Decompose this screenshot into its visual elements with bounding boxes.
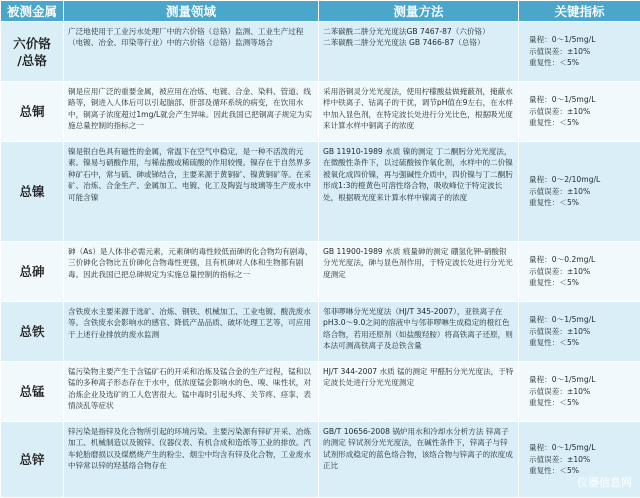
indicator-line: 示值误差：±10%: [529, 46, 636, 57]
indicator-line: 量程：0～0.2mg/L: [529, 254, 636, 265]
header-row: [1, 1, 640, 22]
measurement-method: HJ/T 344-2007 水质 锰的测定 甲醛肟分光光度法，于特定波长处进行分光光度测定: [319, 362, 519, 422]
metal-name: 总铜: [1, 82, 64, 142]
measurement-field: 锌污染是指锌及化合物所引起的环境污染。主要污染源有锌矿开采、冶炼加工、机械制造以及镀锌、仪器仪表、有机合成和造纸等工业的排放。汽车轮胎磨损以及煤燃烧产生的粉尘、烟尘中均含有锌及化合物，工业废水中锌常以锌的羟基络合物存在: [64, 422, 319, 498]
measurement-field: 广泛地使用于工业污水处理厂中的六价铬（总铬）监测、工业生产过程（电镀、冶金、印染等行业）中的六价铬（总铬）监测等场合: [64, 22, 319, 82]
header-field: 测量领域: [64, 1, 319, 22]
key-indicators: [519, 302, 640, 362]
measurement-method: 采用浴铜灵分光光度法，使用柠檬酸盐做掩蔽剂，掩蔽水样中铁离子、钴离子的干扰，调节pH值在9左右，在水样中加入显色剂，在特定波长处进行分光比色，根据吸光度来计算水样中铜离子的浓度: [319, 82, 519, 142]
measurement-method: GB 11900-1989 水质 痕量砷的测定 硼氢化钾-硝酸银分光光度法，砷与显色剂作用，于特定波长处进行分光光度测定: [319, 242, 519, 302]
table-row: [1, 362, 640, 422]
metal-name: 六价铬 /总铬: [1, 22, 64, 82]
header-metal: 被测金属: [1, 1, 64, 22]
indicator-line: 量程：0～1/5mg/L: [529, 94, 636, 105]
table-row: [1, 422, 640, 498]
indicator-line: 量程：0～1/5mg/L: [529, 314, 636, 325]
indicator-line: 重复性：＜5%: [529, 57, 636, 68]
indicator-line: 重复性：＜5%: [529, 197, 636, 208]
table-row: [1, 302, 640, 362]
table-row: [1, 142, 640, 242]
indicator-line: 示值误差：±10%: [529, 266, 636, 277]
measurement-method: GB/T 10656-2008 锅炉用水和冷却水分析方法 锌离子的测定 锌试剂分光光度法，在碱性条件下，锌离子与锌试剂形成稳定的蓝色络合物，该络合物与锌离子的浓度成正比: [319, 422, 519, 498]
measurement-method: GB 11910-1989 水质 镍的测定 丁二酮肟分光光度法，在微酸性条件下，以过硫酸铵作氧化剂，水样中的二价镍被氧化成四价镍，再与强碱性介质中，四价镍与丁二酮肟形成1:3的橙黄色可溶性络合物，吸收峰位于特定波长处，根据吸光度来计算水样中镍离子的浓度: [319, 142, 519, 242]
indicator-line: 量程：0～1/5mg/L: [529, 442, 636, 453]
metal-name: 总铁: [1, 302, 64, 362]
header-method: 测量方法: [319, 1, 519, 22]
indicator-line: 重复性：＜5%: [529, 277, 636, 288]
measurement-method: 二苯碳酰二肼分光光度法GB 7467-87（六价铬） 二苯碳酰二肼分光光度法 GB 7466-87（总铬）: [319, 22, 519, 82]
indicator-line: 重复性：＜5%: [529, 397, 636, 408]
indicator-line: 量程：0～2/10mg/L: [529, 174, 636, 185]
measurement-field: 铜是应用广泛的重要金属，被应用在冶炼、电镀、合金、染料、管道、线路等，铜进入人体后可以引起脑部、肝部及循环系统的病变，在饮用水中，铜离子浓度超过1mg/L就会产生异味。因此我国已把铜离子规定为实施总量控制的指标之一: [64, 82, 319, 142]
measurement-field: 含铁废水主要来源于选矿、冶炼、钢铁、机械加工、工业电镀、酸洗废水等。含铁废水会影响水的感官、降低产品品质、破坏处理工艺等，可应用于上述行业排放的废水监测: [64, 302, 319, 362]
indicator-line: 示值误差：±10%: [529, 106, 636, 117]
table-row: [1, 82, 640, 142]
indicator-line: 量程：0～1/5mg/L: [529, 374, 636, 385]
indicator-line: 重复性：＜5%: [529, 465, 636, 476]
metal-name: 总锌: [1, 422, 64, 498]
measurement-method: 邻菲啰啉分光光度法（HJ/T 345-2007），亚铁离子在pH3.0～9.0之间的溶液中与邻菲啰啉生成稳定的橙红色络合物，若用还原剂（如盐酸羟胺）将高铁离子还原，则本法可测高铁离子及总铁含量: [319, 302, 519, 362]
table-row: [1, 242, 640, 302]
header-kpi: 关键指标: [519, 1, 640, 22]
indicator-line: 示值误差：±10%: [529, 186, 636, 197]
watermark-text: 仪器信息网: [577, 474, 632, 490]
table-row: [1, 22, 640, 82]
key-indicators: [519, 142, 640, 242]
measurement-field: 锰污染物主要产生于含锰矿石的开采和冶炼及锰合金的生产过程，锰和以锰的多种离子形态存在于水中，低浓度锰会影响水的色、嗅、味性状，对冶炼企业及选矿的工人危害很大。锰中毒时引起头疼、关节疼、痉挛、表情淡乱等症状: [64, 362, 319, 422]
metal-name: 总锰: [1, 362, 64, 422]
indicator-line: 量程：0～1/5mg/L: [529, 34, 636, 45]
key-indicators: [519, 82, 640, 142]
measurement-field: 砷（As）是人体非必需元素，元素砷的毒性较低而砷的化合物均有剧毒，三价砷化合物比五价砷化合物毒性更强，且有机砷对人体和生物都有剧毒。因此我国已把总砷规定为实施总量控制的指标之一: [64, 242, 319, 302]
indicator-line: 重复性：＜5%: [529, 117, 636, 128]
key-indicators: [519, 242, 640, 302]
metal-name: 总镍: [1, 142, 64, 242]
indicator-line: 示值误差：±10%: [529, 326, 636, 337]
metal-name: 总砷: [1, 242, 64, 302]
indicator-line: 示值误差：±10%: [529, 386, 636, 397]
key-indicators: [519, 22, 640, 82]
indicator-line: 重复性：＜5%: [529, 337, 636, 348]
measurement-field: 镍是银白色具有磁性的金属，常温下在空气中稳定，是一种不活泼的元素。镍易与硝酸作用，与稀盐酸或稀硫酸的作用较慢。镍存在于自然界多种矿石中，常与硫、砷或锑结合，主要来源于黄铜矿、镍黄铜矿等。在采矿、冶炼、合金生产、金属加工、电镀、化工及陶瓷与玻璃等生产废水中可能含镍: [64, 142, 319, 242]
key-indicators: [519, 362, 640, 422]
indicator-line: 示值误差：±10%: [529, 454, 636, 465]
